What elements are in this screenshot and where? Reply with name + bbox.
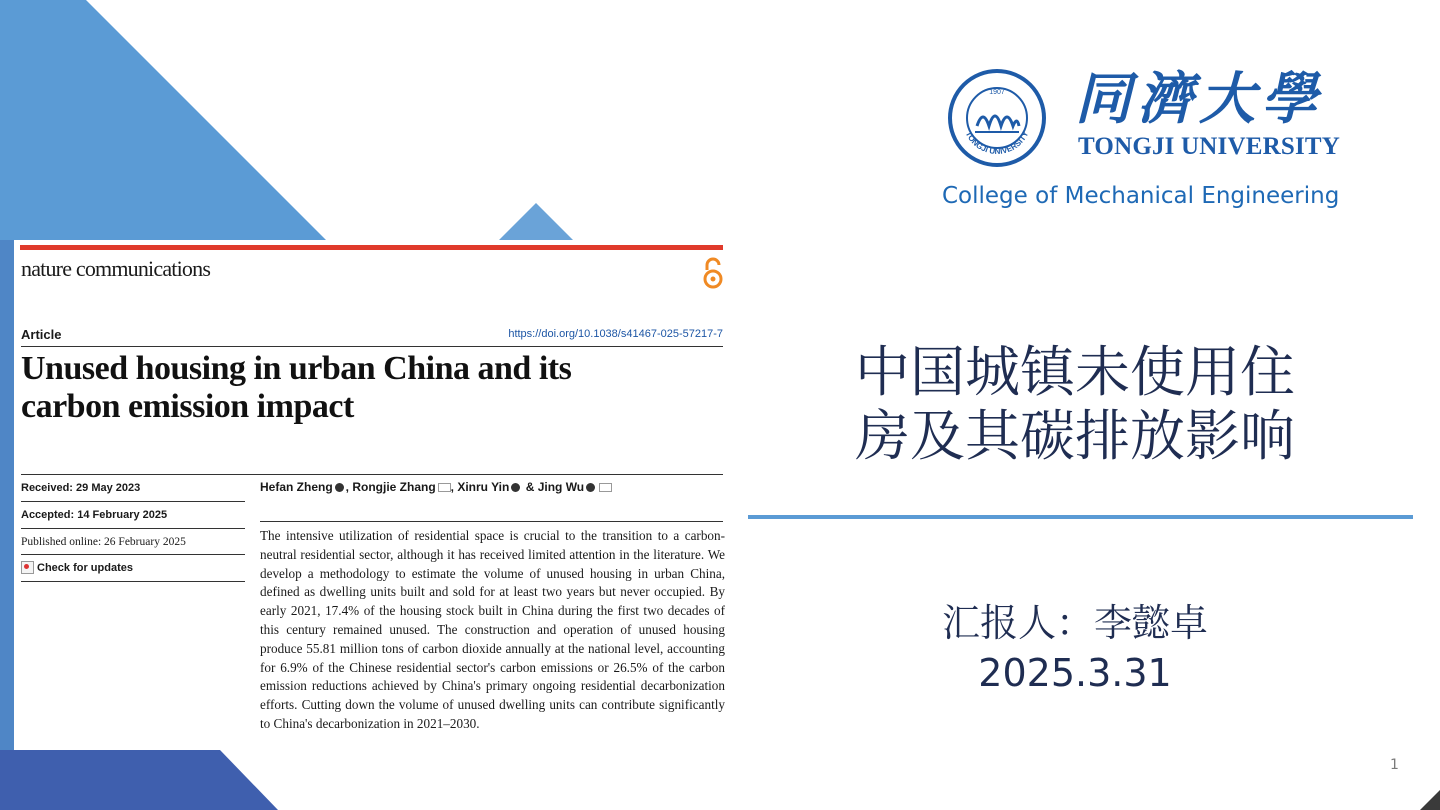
author-1[interactable]: Hefan Zheng (260, 480, 333, 494)
abstract-top-rule (260, 521, 723, 522)
orcid-icon (511, 483, 520, 492)
doi-link[interactable]: https://doi.org/10.1038/s41467-025-57217-7 (508, 328, 723, 340)
paper-title-line-1: Unused housing in urban China and its (21, 350, 572, 387)
presentation-date: 2025.3.31 (978, 651, 1172, 695)
seal-text: TONGJI UNIVERSITY (963, 129, 1031, 157)
seal-year: 1907 (989, 89, 1005, 96)
bottom-right-corner (1420, 790, 1440, 810)
orcid-icon (586, 483, 595, 492)
orcid-icon (335, 483, 344, 492)
slide-title-line-1: 中国城镇未使用住 (854, 340, 1295, 404)
left-side-strip (0, 240, 14, 750)
journal-name: nature communications (21, 256, 211, 281)
meta-rule-1 (21, 501, 245, 502)
presenter-name: 汇报人：李懿卓 (941, 601, 1208, 645)
mail-icon (438, 483, 451, 492)
university-name-cn: 同濟大學 (1075, 66, 1323, 132)
meta-rule-4 (21, 581, 245, 582)
check-updates-icon (21, 561, 34, 574)
author-4[interactable]: & Jing Wu (522, 480, 585, 494)
slide-title-line-2: 房及其碳排放影响 (854, 404, 1295, 468)
university-seal-icon (947, 68, 1047, 168)
college-name: College of Mechanical Engineering (942, 183, 1340, 209)
author-2[interactable]: , Rongjie Zhang (345, 480, 436, 494)
svg-text:TONGJI UNIVERSITY (964, 129, 1031, 156)
small-triangle (498, 203, 574, 241)
journal-red-bar (20, 245, 723, 250)
accepted-date: Accepted: 14 February 2025 (21, 509, 168, 521)
open-access-icon (702, 256, 724, 290)
slide-number: 1 (1390, 757, 1399, 773)
meta-rule-3 (21, 554, 245, 555)
presenter-info (880, 598, 1270, 698)
check-updates-button[interactable] (21, 561, 133, 574)
check-updates-label: Check for updates (37, 561, 133, 574)
title-divider (748, 515, 1413, 519)
mail-icon (599, 483, 612, 492)
paper-title-line-2: carbon emission impact (21, 388, 354, 425)
paper-snapshot (14, 240, 732, 750)
meta-top-rule (21, 474, 723, 475)
meta-rule-2 (21, 528, 245, 529)
title-top-rule (21, 346, 723, 347)
article-type: Article (21, 327, 62, 342)
received-date: Received: 29 May 2023 (21, 482, 141, 494)
top-left-triangle (0, 0, 326, 240)
abstract-text: The intensive utilization of residential space is crucial to the transition to a carbon-neutral residential sector, although it has received limited attention in the literature. We develop a methodology to estimate the volume of unused housing in urban China, defined as dwelling units built and sold for at least two years but never occupied. By early 2021, 17.4% of the housing stock built in China during the first two decades of this century remained unused. The construction and operation of unused housing produce 55.81 million tons of carbon dioxide annually at the national level, accounting for 6.9% of the Chinese residential sector's carbon emissions or 26.5% of the carbon emission reductions achieved by China's primary ongoing residential decarbonization efforts. Cutting down the volume of unused dwelling units can contribute significantly to China's decarbonization in 2021–2030. (260, 528, 725, 731)
author-list (260, 480, 612, 494)
university-name-en: TONGJI UNIVERSITY (1078, 133, 1341, 160)
author-3[interactable]: , Xinru Yin (450, 480, 510, 494)
bottom-left-shape (0, 750, 278, 810)
published-date: Published online: 26 February 2025 (21, 536, 186, 548)
slide-title (840, 340, 1310, 468)
paper-title (21, 350, 711, 426)
